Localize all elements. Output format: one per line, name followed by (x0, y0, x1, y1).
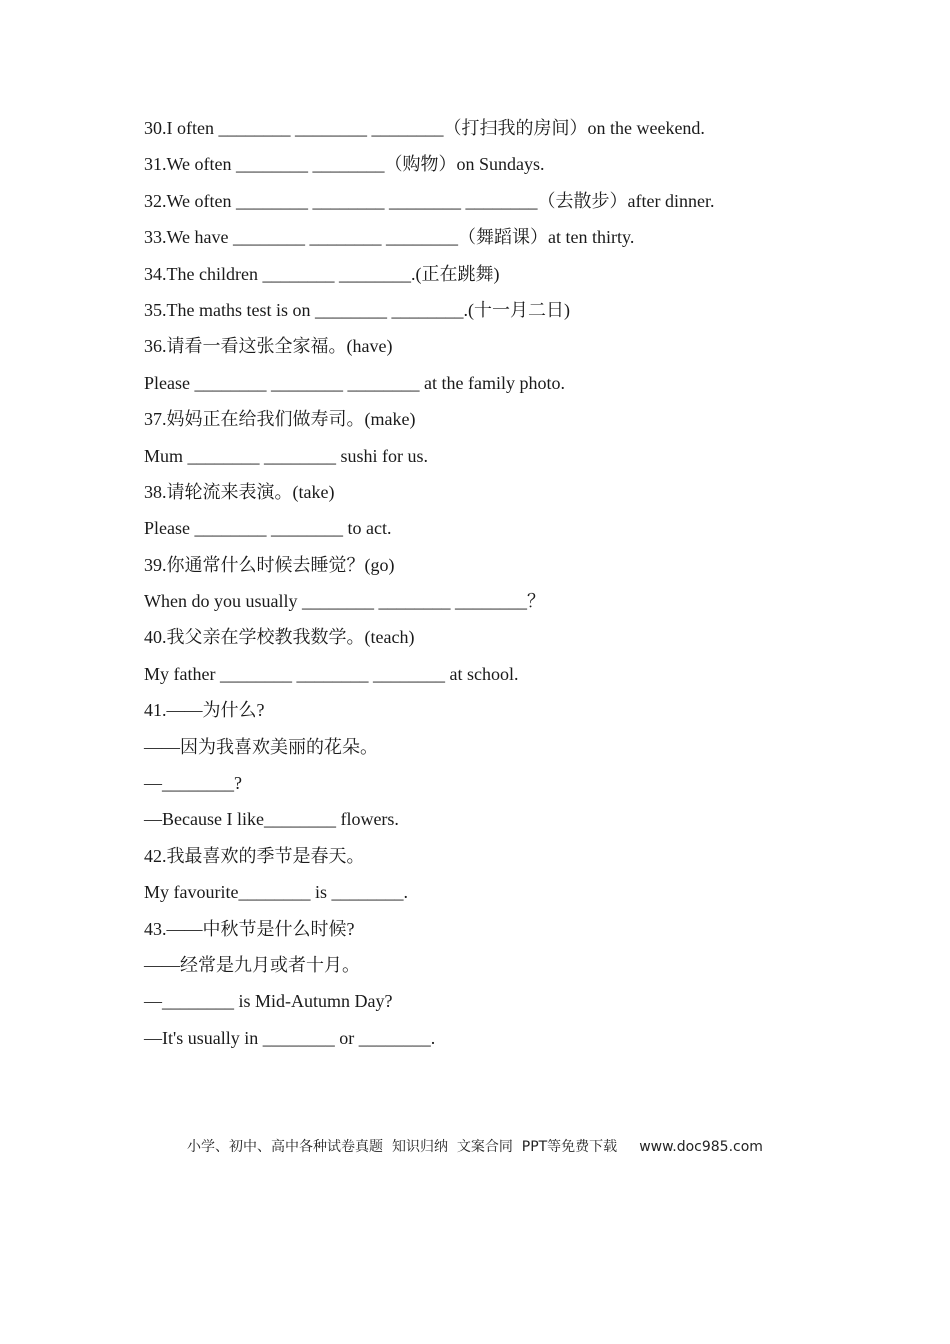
question-42-answer: My favourite________ is ________. (144, 882, 408, 903)
question-43-answer-question: —________ is Mid-Autumn Day? (144, 991, 393, 1012)
question-43-prompt: 43.——中秋节是什么时候? (144, 918, 355, 939)
question-35: 35.The maths test is on ________ ________.(十一月二日) (144, 299, 570, 320)
page-footer (0, 1136, 950, 1156)
question-30: 30.I often ________ ________ ________（打扫我的房间）on the weekend. (144, 118, 705, 138)
question-38-prompt: 38.请轮流来表演。(take) (144, 481, 335, 502)
question-41-answer-reply: —Because I like________ flowers. (144, 809, 399, 830)
question-36-answer: Please ________ ________ ________ at the family photo. (144, 372, 565, 393)
question-37-answer: Mum ________ ________ sushi for us. (144, 445, 429, 466)
question-39-answer: When do you usually ________ ________ ________？ (144, 591, 545, 612)
question-43-prompt-reply: ——经常是九月或者十月。 (144, 954, 360, 975)
footer-text: 小学、初中、高中各种试卷真题 知识归纳 文案合同 PPT等免费下载 (187, 1139, 618, 1155)
question-39-prompt: 39.你通常什么时候去睡觉？(go) (144, 554, 395, 575)
question-36-prompt: 36.请看一看这张全家福。(have) (144, 336, 393, 357)
question-43-answer-reply: —It's usually in ________ or ________. (144, 1027, 436, 1048)
question-34: 34.The children ________ ________.(正在跳舞) (144, 263, 500, 284)
question-40-prompt: 40.我父亲在学校教我数学。(teach) (144, 627, 415, 648)
question-41-prompt: 41.——为什么? (144, 700, 265, 721)
question-33: 33.We have ________ ________ ________（舞蹈课）at ten thirty. (144, 227, 635, 248)
question-38-answer: Please ________ ________ to act. (144, 518, 392, 539)
question-41-answer-question: —________? (144, 773, 242, 794)
question-37-prompt: 37.妈妈正在给我们做寿司。(make) (144, 409, 416, 430)
question-40-answer: My father ________ ________ ________ at school. (144, 663, 519, 684)
question-32: 32.We often ________ ________ ________ ________（去散步）after dinner. (144, 190, 715, 211)
exercise-list (144, 113, 864, 1059)
footer-url[interactable]: www.doc985.com (639, 1139, 763, 1155)
question-42-prompt: 42.我最喜欢的季节是春天。 (144, 845, 365, 866)
question-41-prompt-reply: ——因为我喜欢美丽的花朵。 (144, 736, 378, 757)
question-31: 31.We often ________ ________（购物）on Sundays. (144, 154, 545, 175)
